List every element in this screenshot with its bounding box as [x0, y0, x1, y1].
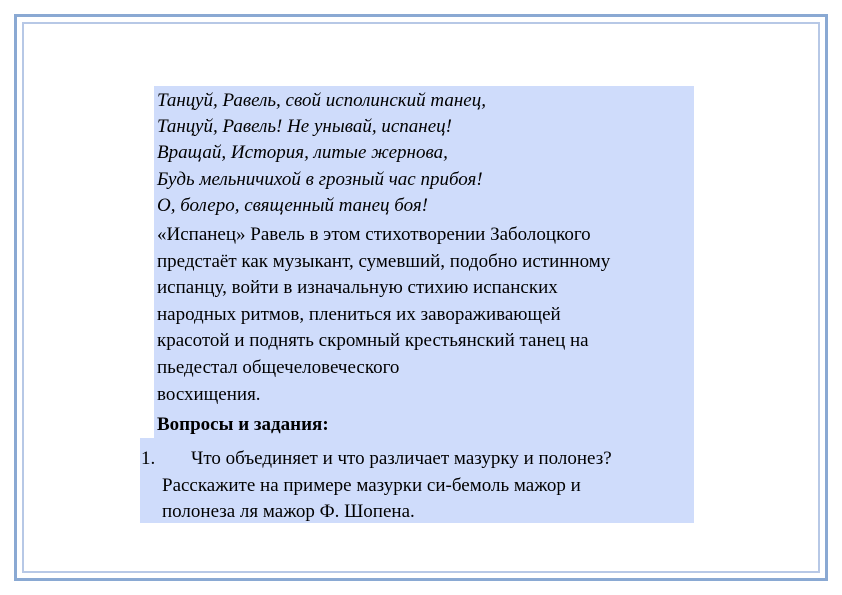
prose-line: «Испанец» Равель в этом стихотворении Заболоцкого	[157, 224, 591, 245]
prose-line: испанцу, войти в изначальную стихию испанских	[157, 277, 558, 299]
list-item-line: полонеза ля мажор Ф. Шопена.	[162, 501, 415, 522]
prose-line: красотой и поднять скромный крестьянский танец на	[157, 330, 589, 352]
prose-line: пьедестал общечеловеческого	[157, 356, 400, 378]
prose-paragraph	[157, 222, 687, 408]
poem-line: Танцуй, Равель! Не унывай, испанец!	[157, 116, 452, 138]
poem-line: О, болеро, священный танец боя!	[157, 194, 429, 216]
questions-heading: Вопросы и задания:	[157, 414, 329, 435]
list-item-line: Что объединяет и что различает мазурку и полонез?	[191, 448, 612, 469]
prose-line: восхищения.	[157, 383, 261, 405]
prose-line: народных ритмов, плениться их завораживающей	[157, 303, 561, 325]
list-item-number: 1.	[141, 448, 156, 469]
poem-line: Вращай, История, литые жернова,	[157, 142, 448, 164]
poem-line: Танцуй, Равель, свой исполинский танец,	[157, 90, 486, 111]
poem-excerpt	[157, 88, 687, 219]
poem-line: Будь мельничихой в грозный час прибоя!	[157, 168, 483, 190]
list-item-line: Расскажите на примере мазурки си-бемоль мажор и	[162, 474, 581, 496]
prose-line: предстаёт как музыкант, сумевший, подобно истинному	[157, 250, 611, 272]
